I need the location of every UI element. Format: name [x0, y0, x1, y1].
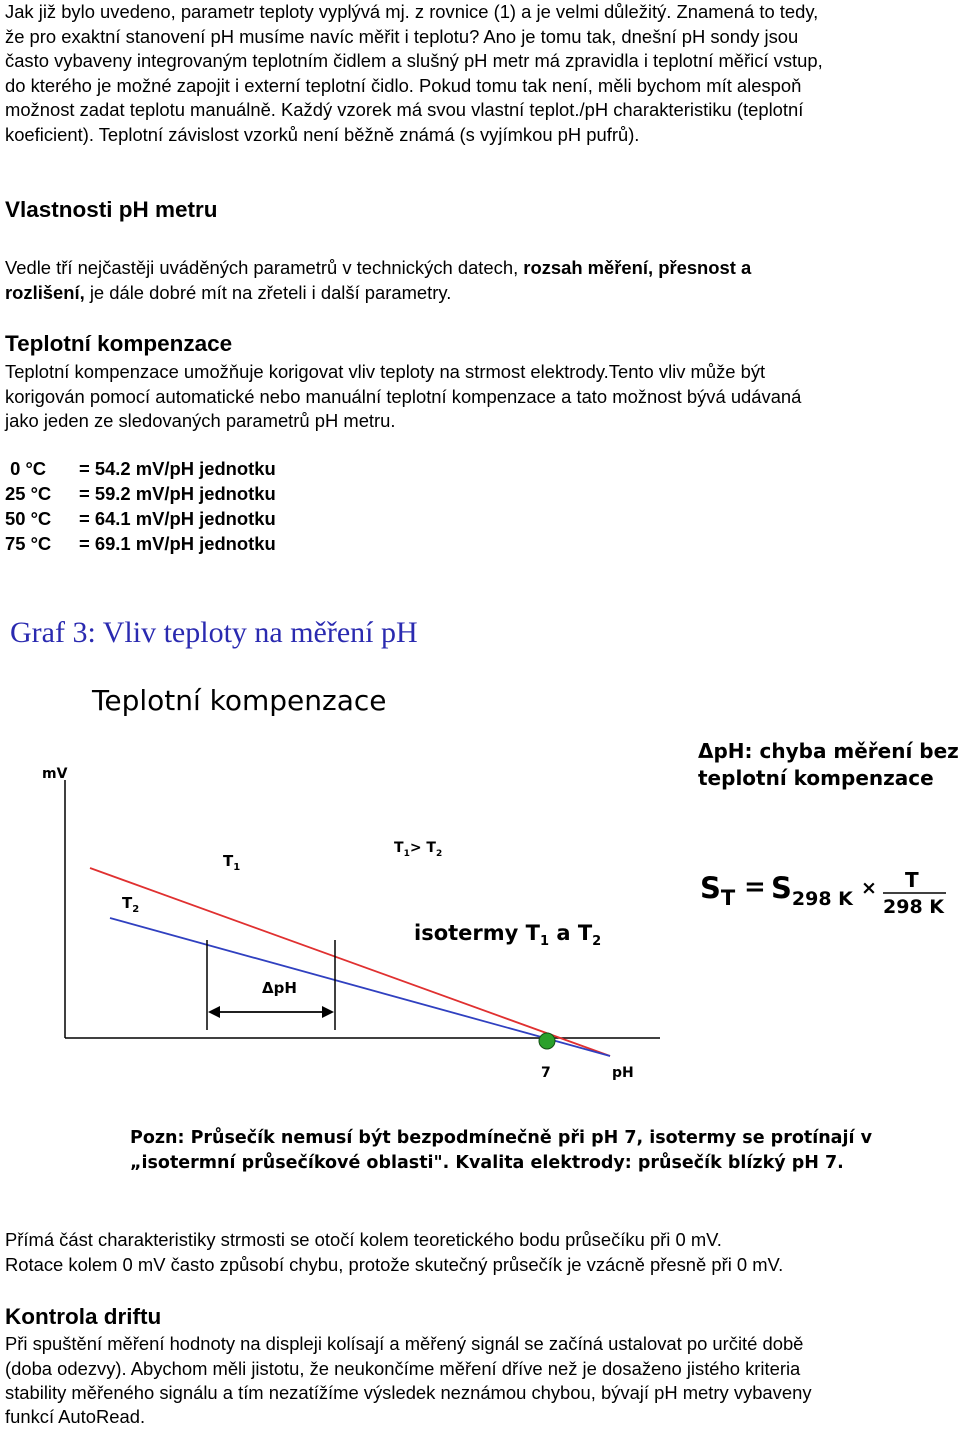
intro-line: do kterého je možné zapojit i externí teplotní čidlo. Pokud tomu tak není, měli bychom mít alespoň — [5, 74, 802, 96]
formula-equals: = — [744, 872, 766, 902]
properties-paragraph — [5, 256, 957, 281]
intersection-point — [539, 1033, 555, 1049]
value-cell: = 64.1 mV/pH jednotku — [79, 508, 276, 529]
drift-line: Při spuštění měření hodnoty na displeji kolísají a měřený signál se začíná ustalovat po určité době — [5, 1333, 804, 1354]
x-axis-label: pH — [612, 1065, 634, 1081]
figure-remark-line: „isotermní průsečíkové oblasti". Kvalita elektrody: průsečík blízký pH 7. — [130, 1153, 844, 1173]
section-heading-drift: Kontrola driftu — [5, 1304, 162, 1329]
table-row — [5, 481, 276, 506]
section-heading-properties: Vlastnosti pH metru — [5, 197, 218, 222]
delta-arrowhead-right — [322, 1006, 334, 1018]
section-heading-compensation: Teplotní kompenzace — [5, 331, 233, 356]
temp-cell: 0 °C — [5, 458, 47, 479]
temperature-compensation-figure — [0, 600, 960, 1180]
properties-text: je dále dobré mít na zřeteli i další parametry. — [84, 282, 452, 303]
formula-denominator: 298 K — [883, 896, 944, 918]
rotation-line: Rotace kolem 0 mV často způsobí chybu, protože skutečný průsečík je vzácně přesně při 0 mV. — [5, 1253, 784, 1275]
figure-title: Graf 3: Vliv teploty na měření pH — [10, 616, 418, 649]
temperature-relation: $T_1> T_2$ — [394, 840, 443, 859]
table-row — [5, 506, 276, 531]
slope-formula — [700, 868, 946, 918]
x-tick-7: 7 — [541, 1065, 551, 1081]
temp-cell: 75 °C — [5, 533, 52, 554]
intro-line: možnost zadat teplotu manuálně. Každý vzorek má svou vlastní teplot./pH charakteristiku (teplotní — [5, 99, 804, 120]
properties-text: Vedle tří nejčastěji uváděných parametrů v technických datech, — [5, 257, 524, 278]
formula-left: $S_T$ — [700, 871, 736, 910]
properties-bold-text: rozsah měření, přesnost a — [523, 257, 752, 278]
compensation-table — [5, 456, 276, 556]
intro-line: Jak již bylo uvedeno, parametr teploty vyplývá mj. z rovnice (1) a je velmi důležitý. Znamená to tedy, — [5, 1, 819, 22]
value-cell: = 59.2 mV/pH jednotku — [79, 483, 276, 504]
formula-right: $S_{298 K}$ — [771, 871, 853, 910]
table-row — [5, 456, 276, 481]
value-cell: = 69.1 mV/pH jednotku — [79, 533, 276, 554]
figure-remark-line: Pozn: Průsečík nemusí být bezpodmínečně při pH 7, isotermy se protínají v — [130, 1128, 872, 1148]
drift-line: stability měřeného signálu a tím nezatížíme výsledek neznámou chybou, bývají pH metry vybaveny — [5, 1382, 812, 1403]
isotherm-caption: isotermy $T_1$ a $T_2$ — [414, 921, 602, 949]
figure-subtitle: Teplotní kompenzace — [92, 684, 387, 717]
note-title: ΔpH: chyba měření bez — [698, 739, 959, 763]
temp-cell: 50 °C — [5, 508, 52, 529]
formula-times: × — [861, 877, 877, 899]
value-cell: = 54.2 mV/pH jednotku — [79, 458, 276, 479]
compensation-line: korigován pomocí automatické nebo manuální teplotní kompenzace a tato možnost bývá udávaná — [5, 385, 802, 407]
compensation-line: Teplotní kompenzace umožňuje korigovat vliv teploty na strmost elektrody.Tento vliv může být — [5, 361, 766, 382]
drift-line: (doba odezvy). Abychom měli jistotu, že neukončíme měření dříve než je dosaženo jistého kriteria — [5, 1357, 801, 1379]
isotherm-t1-line — [90, 868, 610, 1056]
compensation-line: jako jeden ze sledovaných parametrů pH metru. — [5, 410, 396, 431]
rotation-line: Přímá část charakteristiky strmosti se otočí kolem teoretického bodu průsečíku při 0 mV. — [5, 1229, 722, 1250]
delta-arrowhead-left — [208, 1006, 220, 1018]
formula-numerator: T — [905, 868, 919, 892]
temp-cell: 25 °C — [5, 483, 52, 504]
t2-label: $T_2$ — [122, 894, 140, 915]
note-title-cont: teplotní kompenzace — [698, 766, 934, 790]
intro-line: koeficient). Teplotní závislost vzorků není běžně známá (s vyjímkou pH pufrů). — [5, 123, 640, 145]
drift-line: funkcí AutoRead. — [5, 1406, 146, 1427]
table-row — [5, 531, 276, 556]
properties-paragraph-cont — [5, 281, 957, 306]
properties-bold-text: rozlišení, — [5, 282, 85, 303]
delta-ph-label: ΔpH — [262, 979, 297, 997]
y-axis-label: mV — [42, 766, 68, 782]
intro-line: často vybaveny integrovaným teplotním čidlem a slušný pH metr má zpravidla i teplotní měřicí vstup, — [5, 50, 823, 71]
t1-label: $T_1$ — [223, 852, 241, 873]
intro-line: že pro exaktní stanovení pH musíme navíc měřit i teplotu? Ano je tomu tak, dnešní pH sondy jsou — [5, 25, 799, 47]
